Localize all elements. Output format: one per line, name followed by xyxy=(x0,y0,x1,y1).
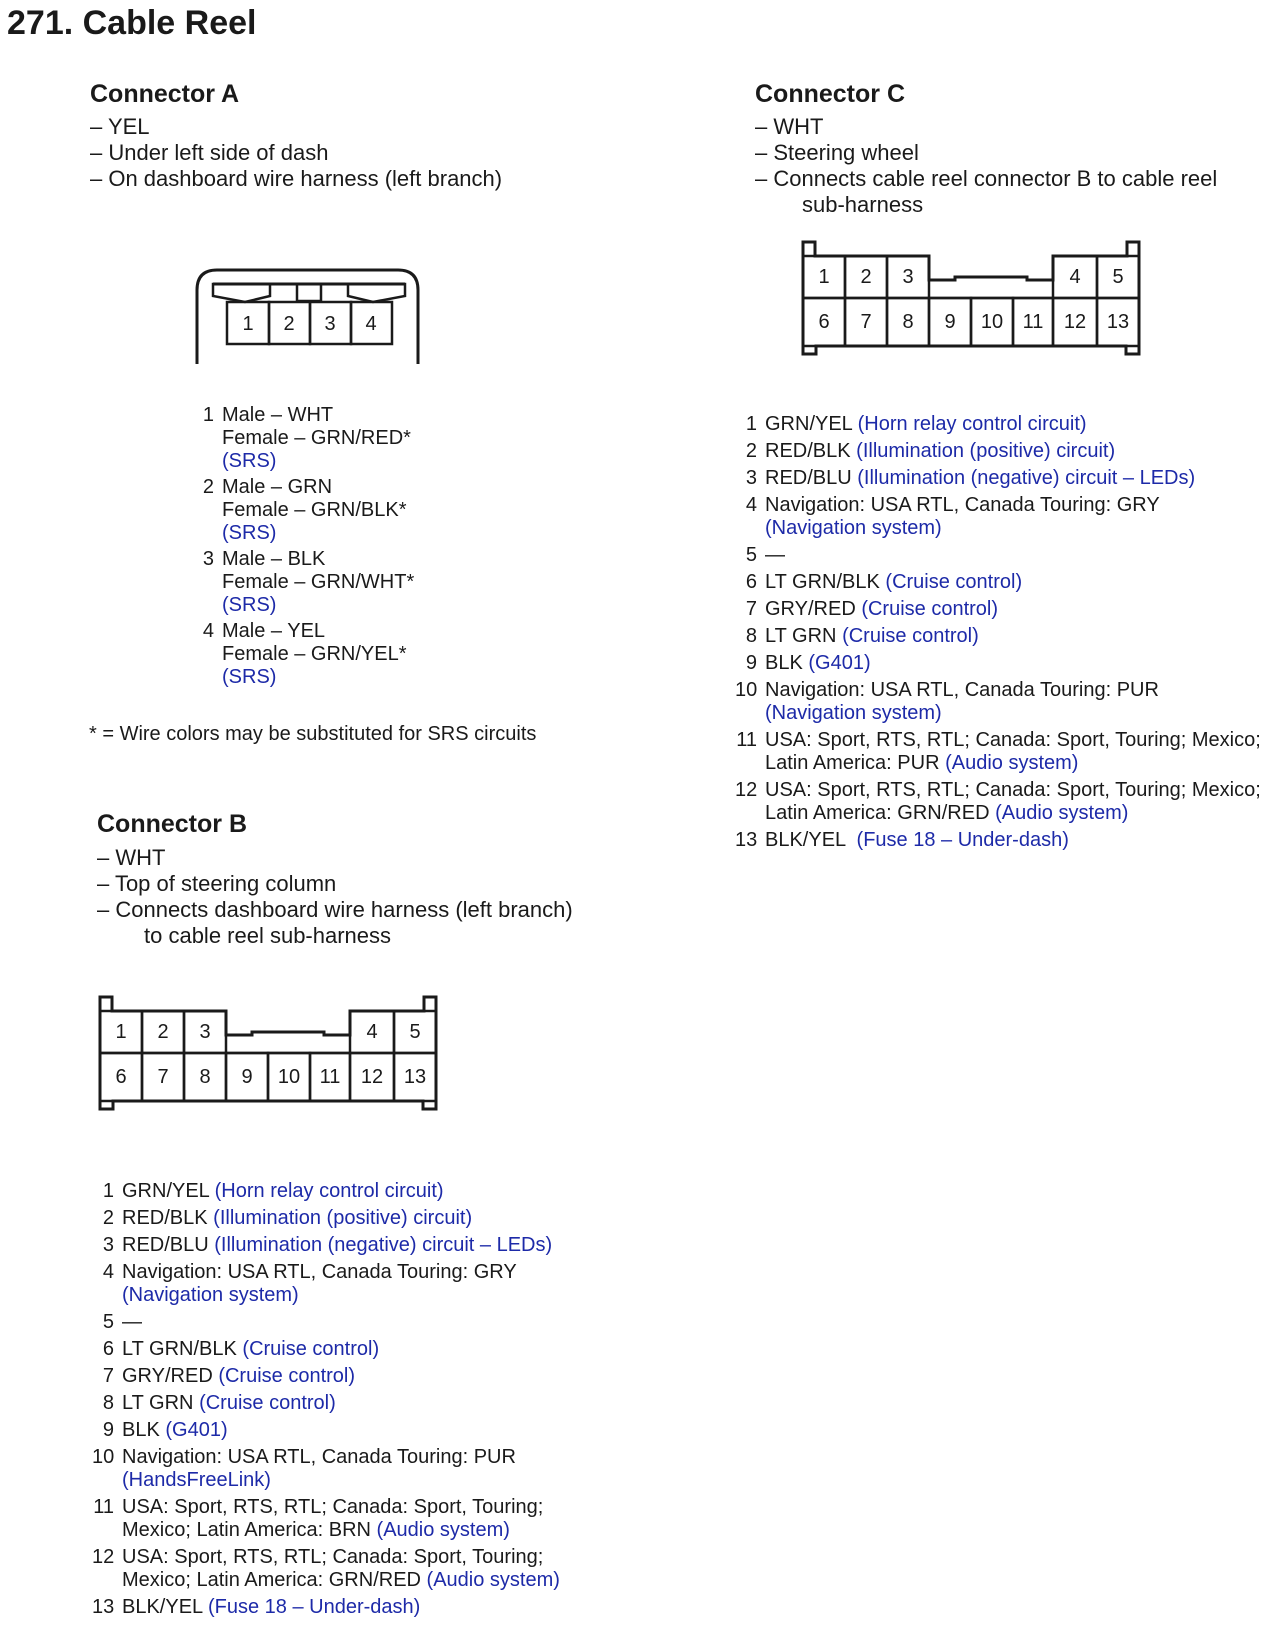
pin-description-line xyxy=(765,598,1261,621)
pin-number: 2 xyxy=(102,1207,114,1229)
circuit-link[interactable]: (Cruise control) xyxy=(199,1392,336,1414)
pin-description-line xyxy=(122,1569,560,1592)
pin-description-line xyxy=(765,517,1261,540)
wire-color: RED/BLK xyxy=(122,1207,214,1229)
wire-color: Mexico; Latin America: BRN xyxy=(122,1519,377,1541)
wire-color: GRN/YEL xyxy=(765,413,858,435)
pin-number: 12 xyxy=(735,779,758,801)
connector-a-pin-label: 1 xyxy=(242,313,254,335)
pin-number: 4 xyxy=(202,620,214,642)
connector-a-desc-line: – YEL xyxy=(90,114,150,139)
connector-c-pin-label: 11 xyxy=(1022,311,1044,333)
wire-color: LT GRN xyxy=(765,625,843,647)
pin-number: 6 xyxy=(102,1338,114,1360)
circuit-link[interactable]: (Cruise control) xyxy=(218,1365,356,1387)
srs-footnote: * = Wire colors may be substituted for SRS circuits xyxy=(89,723,537,745)
connector-c-pin-8 xyxy=(735,625,1261,648)
wire-color: Latin America: GRN/RED xyxy=(765,802,996,824)
connector-a-pin-label: 3 xyxy=(324,313,336,335)
connector-c-pin-1 xyxy=(735,413,1261,436)
connector-b-desc-line: – Top of steering column xyxy=(97,871,337,896)
pin-description-line xyxy=(122,1207,560,1230)
pin-description-line xyxy=(122,1284,560,1307)
wire-color: LT GRN/BLK xyxy=(122,1338,243,1360)
pin-number: 13 xyxy=(92,1596,115,1618)
circuit-link[interactable]: (Navigation system) xyxy=(765,702,942,724)
pin-description-line xyxy=(122,1546,560,1569)
wire-color: LT GRN xyxy=(122,1392,200,1414)
connector-a-diagram xyxy=(185,262,430,370)
connector-c-pin-9 xyxy=(735,652,1261,675)
pin-description-line xyxy=(765,829,1261,852)
wire-color: BLK/YEL xyxy=(765,829,857,851)
pin-number: 9 xyxy=(745,652,757,674)
connector-c-description xyxy=(755,114,1217,218)
connector-c-desc-line: – Connects cable reel connector B to cable reel xyxy=(755,166,1218,191)
connector-a-pin-4 xyxy=(192,620,414,689)
pin-description-line xyxy=(765,413,1261,436)
pin-number: 3 xyxy=(102,1234,114,1256)
connector-c-pin-label: 3 xyxy=(902,266,914,288)
pin-number: 6 xyxy=(745,571,757,593)
circuit-link[interactable]: (Audio system) xyxy=(426,1569,560,1591)
connector-c-pin-list xyxy=(735,413,1261,856)
connector-c-pin-label: 1 xyxy=(818,266,830,288)
connector-c-pin-2 xyxy=(735,440,1261,463)
connector-b-pin-8 xyxy=(92,1392,560,1415)
pin-description-line xyxy=(122,1496,560,1519)
pin-description-line xyxy=(222,666,414,689)
connector-a-latch-right xyxy=(348,284,405,302)
wire-color: Latin America: PUR xyxy=(765,752,946,774)
pin-description-line xyxy=(765,679,1261,702)
pin-number: 1 xyxy=(202,404,214,426)
pin-number: 4 xyxy=(745,494,757,516)
pin-description-line xyxy=(122,1596,560,1619)
connector-b-pin-12 xyxy=(92,1546,560,1592)
pin-number: 10 xyxy=(92,1446,115,1468)
pin-description-line xyxy=(765,779,1261,802)
circuit-link[interactable]: (Navigation system) xyxy=(765,517,942,539)
wire-color: Navigation: USA RTL, Canada Touring: GRY xyxy=(765,494,1160,516)
pin-description-line xyxy=(765,467,1261,490)
circuit-link[interactable]: (Cruise control) xyxy=(842,625,979,647)
connector-a-title: Connector A xyxy=(90,80,240,108)
wire-color: Female – GRN/YEL* xyxy=(222,643,407,665)
pin-description-line xyxy=(765,752,1261,775)
pin-number: 13 xyxy=(735,829,758,851)
wire-color: BLK xyxy=(122,1419,166,1441)
connector-b-pin-13 xyxy=(92,1596,560,1619)
connector-b-pin-label: 13 xyxy=(403,1066,427,1088)
connector-b-pin-5 xyxy=(92,1311,560,1334)
connector-b-pin-3 xyxy=(92,1234,560,1257)
pin-description-line xyxy=(122,1234,560,1257)
pin-description-line xyxy=(222,476,414,499)
connector-c-desc-line: – Steering wheel xyxy=(755,140,919,165)
connector-c-desc-line: – WHT xyxy=(755,114,824,139)
pin-description-line xyxy=(122,1419,560,1442)
connector-c-pin-4 xyxy=(735,494,1261,540)
pin-description-line xyxy=(222,522,414,545)
pin-number: 9 xyxy=(102,1419,114,1441)
circuit-link[interactable]: (Cruise control) xyxy=(242,1338,380,1360)
pin-description-line xyxy=(222,499,414,522)
wire-color: GRY/RED xyxy=(765,598,862,620)
pin-description-line xyxy=(122,1311,560,1334)
pin-number: 7 xyxy=(745,598,757,620)
connector-b-pin-label: 8 xyxy=(199,1066,211,1088)
pin-description-line xyxy=(122,1519,560,1542)
wire-color: USA: Sport, RTS, RTL; Canada: Sport, Touring; xyxy=(122,1496,544,1518)
circuit-link[interactable]: (Fuse 18 – Under-dash) xyxy=(856,829,1069,851)
connector-c-pin-label: 5 xyxy=(1112,266,1124,288)
pin-number: 10 xyxy=(735,679,758,701)
wire-color: Female – GRN/RED* xyxy=(222,427,411,449)
pin-description-line xyxy=(222,548,414,571)
connector-c-pin-6 xyxy=(735,571,1261,594)
pin-number: 11 xyxy=(93,1496,114,1518)
connector-a-pin-3 xyxy=(192,548,414,617)
wire-color: GRN/YEL xyxy=(122,1180,215,1202)
pin-description-line xyxy=(765,702,1261,725)
pin-description-line xyxy=(222,594,414,617)
pin-number: 3 xyxy=(202,548,214,570)
connector-c-pin-5 xyxy=(735,544,1261,567)
wire-color: RED/BLK xyxy=(765,440,857,462)
pin-number: 12 xyxy=(92,1546,115,1568)
wire-color: GRY/RED xyxy=(122,1365,219,1387)
connector-b-pin-label: 2 xyxy=(157,1021,169,1043)
circuit-link[interactable]: (Illumination (negative) circuit – LEDs) xyxy=(857,467,1196,489)
wire-color: Mexico; Latin America: GRN/RED xyxy=(122,1569,427,1591)
connector-b-title: Connector B xyxy=(97,810,247,838)
connector-a-pin-1 xyxy=(192,404,414,473)
circuit-link[interactable]: (Fuse 18 – Under-dash) xyxy=(207,1596,421,1618)
wire-color: Navigation: USA RTL, Canada Touring: PUR xyxy=(765,679,1159,701)
pin-number: 2 xyxy=(745,440,757,462)
pin-description-line xyxy=(122,1180,560,1203)
connector-b-pin-label: 1 xyxy=(115,1021,127,1043)
pin-description-line xyxy=(765,494,1261,517)
connector-c-pin-label: 13 xyxy=(1106,311,1130,333)
connector-b-pin-label: 6 xyxy=(115,1066,127,1088)
circuit-link[interactable]: (Horn relay control circuit) xyxy=(857,413,1087,435)
pin-description-line xyxy=(222,404,414,427)
pin-description-line xyxy=(765,625,1261,648)
circuit-link[interactable]: (Audio system) xyxy=(995,802,1129,824)
pin-description-line xyxy=(765,440,1261,463)
connector-c-pin-label: 2 xyxy=(860,266,872,288)
circuit-link[interactable]: (G401) xyxy=(808,652,871,674)
connector-b-pin-11 xyxy=(92,1496,560,1542)
connector-c-pin-label: 9 xyxy=(944,311,956,333)
pin-description-line xyxy=(122,1469,560,1492)
connector-b-pin-list xyxy=(92,1180,560,1623)
connector-b-pin-6 xyxy=(92,1338,560,1361)
pin-description-line xyxy=(765,802,1261,825)
connector-b-pin-label: 10 xyxy=(277,1066,301,1088)
connector-b-pin-label: 7 xyxy=(157,1066,169,1088)
circuit-link[interactable]: (Navigation system) xyxy=(122,1284,299,1306)
connector-c-diagram xyxy=(801,240,1165,365)
connector-b-pin-7 xyxy=(92,1365,560,1388)
connector-c-pin-label: 8 xyxy=(902,311,914,333)
connector-a-pin-2 xyxy=(192,476,414,545)
connector-c-pin-label: 4 xyxy=(1069,266,1081,288)
circuit-link[interactable]: (Cruise control) xyxy=(885,571,1023,593)
connector-b-pin-label: 4 xyxy=(366,1021,378,1043)
wire-color: Male – GRN xyxy=(222,476,333,498)
wire-color: Navigation: USA RTL, Canada Touring: PUR xyxy=(122,1446,516,1468)
circuit-link[interactable]: (Illumination (positive) circuit) xyxy=(856,440,1116,462)
connector-b-pin-label: 11 xyxy=(319,1066,341,1088)
wire-color: USA: Sport, RTS, RTL; Canada: Sport, Touring; Mexico; xyxy=(765,729,1261,751)
pin-description-line xyxy=(765,544,1261,567)
pin-number: 11 xyxy=(736,729,757,751)
circuit-link[interactable]: (Illumination (negative) circuit – LEDs) xyxy=(214,1234,553,1256)
wire-color: Male – YEL xyxy=(222,620,326,642)
wire-color: LT GRN/BLK xyxy=(765,571,886,593)
connector-b-pin-1 xyxy=(92,1180,560,1203)
circuit-link[interactable]: (HandsFreeLink) xyxy=(122,1469,271,1491)
pin-description-line xyxy=(222,571,414,594)
pin-description-line xyxy=(122,1338,560,1361)
pin-description-line xyxy=(122,1392,560,1415)
connector-a-description xyxy=(90,114,502,192)
pin-description-line xyxy=(222,450,414,473)
pin-description-line xyxy=(222,643,414,666)
pin-number: 4 xyxy=(102,1261,114,1283)
pin-description-line xyxy=(765,652,1261,675)
wire-color: BLK/YEL xyxy=(122,1596,208,1618)
connector-b-desc-line: – WHT xyxy=(97,845,166,870)
connector-b-pin-9 xyxy=(92,1419,560,1442)
wire-color: RED/BLU xyxy=(765,467,858,489)
connector-c-pin-11 xyxy=(735,729,1261,775)
circuit-link[interactable]: (Horn relay control circuit) xyxy=(214,1180,444,1202)
circuit-link[interactable]: (Cruise control) xyxy=(861,598,999,620)
circuit-link[interactable]: (Illumination (positive) circuit) xyxy=(213,1207,473,1229)
pin-description-line xyxy=(122,1261,560,1284)
connector-c-pin-label: 12 xyxy=(1063,311,1087,333)
pin-number: 1 xyxy=(745,413,757,435)
circuit-link[interactable]: (SRS) xyxy=(222,594,277,616)
pin-number: 8 xyxy=(102,1392,114,1414)
connector-b-pin-label: 12 xyxy=(360,1066,384,1088)
connector-b-pin-4 xyxy=(92,1261,560,1307)
connector-b-pin-2 xyxy=(92,1207,560,1230)
wire-color: RED/BLU xyxy=(122,1234,215,1256)
connector-a-pin-list xyxy=(192,404,414,692)
wire-color: USA: Sport, RTS, RTL; Canada: Sport, Touring; xyxy=(122,1546,544,1568)
connector-b-description xyxy=(97,845,573,949)
wire-color: USA: Sport, RTS, RTL; Canada: Sport, Touring; Mexico; xyxy=(765,779,1261,801)
connector-b-desc-line: – Connects dashboard wire harness (left branch) xyxy=(97,897,573,922)
pin-description-line xyxy=(122,1446,560,1469)
connector-a-pin-label: 4 xyxy=(365,313,377,335)
pin-description-line xyxy=(765,571,1261,594)
connector-c-pin-13 xyxy=(735,829,1261,852)
wire-color: — xyxy=(122,1311,142,1333)
circuit-link[interactable]: (Audio system) xyxy=(376,1519,510,1541)
pin-number: 3 xyxy=(745,467,757,489)
connector-c-title: Connector C xyxy=(755,80,905,108)
circuit-link[interactable]: (SRS) xyxy=(222,666,277,688)
pin-description-line xyxy=(222,427,414,450)
connector-a-desc-line: – On dashboard wire harness (left branch) xyxy=(90,166,503,191)
connector-a-key xyxy=(297,284,321,301)
pin-number: 7 xyxy=(102,1365,114,1387)
wire-color: Male – WHT xyxy=(222,404,334,426)
connector-a-desc-line: – Under left side of dash xyxy=(90,140,329,165)
connector-b-desc-line: to cable reel sub-harness xyxy=(144,923,392,948)
connector-c-pin-12 xyxy=(735,779,1261,825)
wire-color: Female – GRN/BLK* xyxy=(222,499,407,521)
connector-b-pin-label: 5 xyxy=(409,1021,421,1043)
circuit-link[interactable]: (Audio system) xyxy=(945,752,1079,774)
circuit-link[interactable]: (SRS) xyxy=(222,522,277,544)
connector-a-pin-label: 2 xyxy=(283,313,295,335)
connector-c-pin-10 xyxy=(735,679,1261,725)
connector-c-pin-7 xyxy=(735,598,1261,621)
pin-number: 1 xyxy=(102,1180,114,1202)
connector-b-pin-10 xyxy=(92,1446,560,1492)
connector-c-desc-line: sub-harness xyxy=(802,192,924,217)
connector-c-pin-label: 10 xyxy=(980,311,1004,333)
wire-color: — xyxy=(765,544,785,566)
connector-c-pin-label: 7 xyxy=(860,311,872,333)
circuit-link[interactable]: (SRS) xyxy=(222,450,277,472)
circuit-link[interactable]: (G401) xyxy=(165,1419,228,1441)
connector-b-diagram xyxy=(98,995,462,1120)
pin-description-line xyxy=(222,620,414,643)
connector-c-pin-3 xyxy=(735,467,1261,490)
pin-number: 2 xyxy=(202,476,214,498)
wire-color: Female – GRN/WHT* xyxy=(222,571,415,593)
page-title: 271. Cable Reel xyxy=(7,4,257,42)
wire-color: Navigation: USA RTL, Canada Touring: GRY xyxy=(122,1261,517,1283)
pin-number: 5 xyxy=(745,544,757,566)
connector-c-pin-label: 6 xyxy=(818,311,830,333)
pin-number: 5 xyxy=(102,1311,114,1333)
wire-color: BLK xyxy=(765,652,809,674)
pin-description-line xyxy=(122,1365,560,1388)
connector-b-pin-label: 9 xyxy=(241,1066,253,1088)
pin-description-line xyxy=(765,729,1261,752)
connector-a-latch-left xyxy=(213,284,270,302)
pin-number: 8 xyxy=(745,625,757,647)
connector-b-pin-label: 3 xyxy=(199,1021,211,1043)
wire-color: Male – BLK xyxy=(222,548,326,570)
